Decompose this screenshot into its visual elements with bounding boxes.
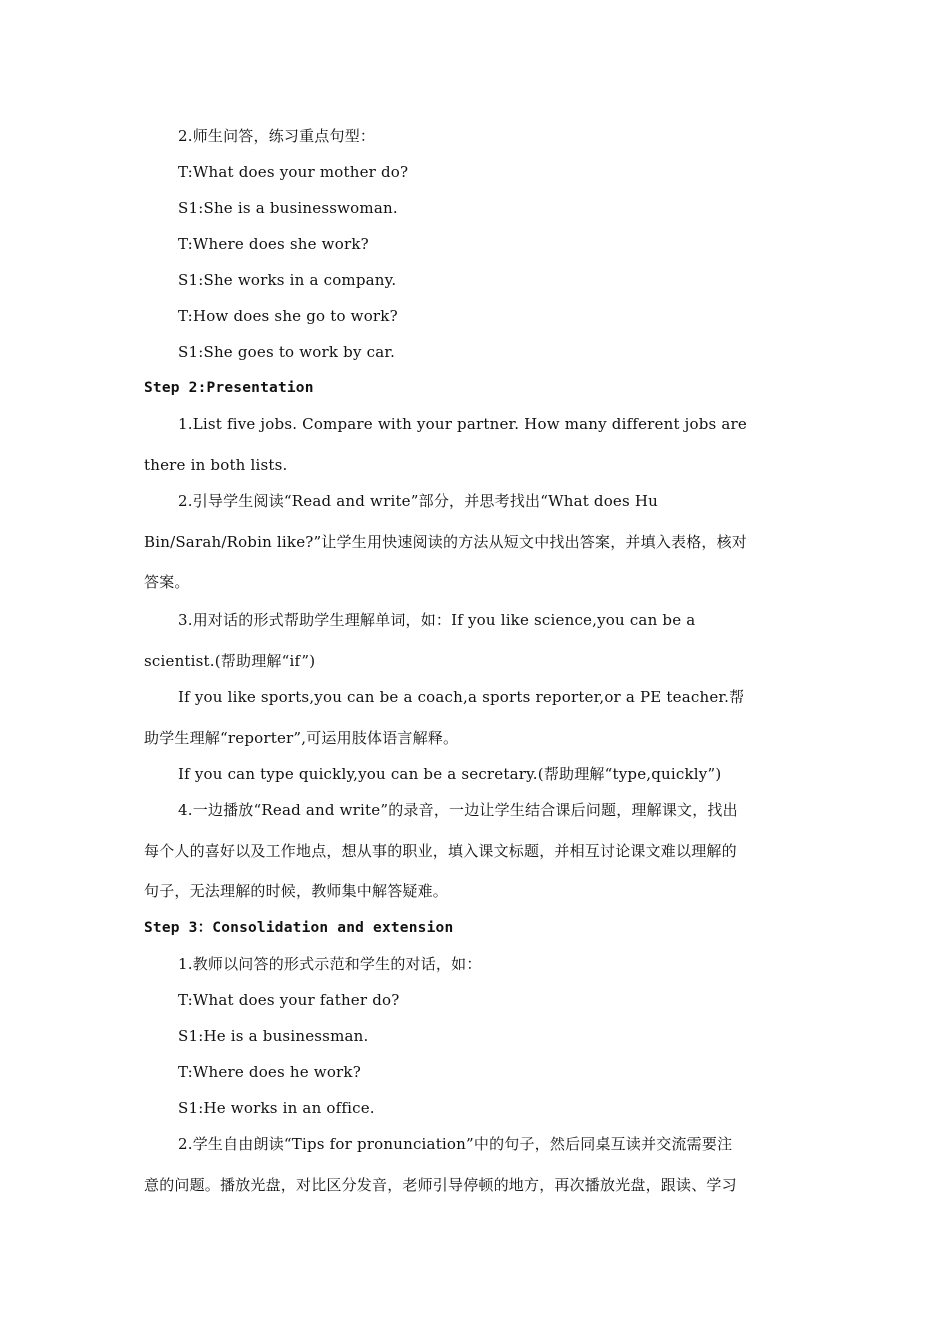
text-line: S1:She goes to work by car. — [178, 343, 396, 361]
text-line: 每个人的喜好以及工作地点，想从事的职业，填入课文标题，并相互讨论课文难以理解的 — [144, 842, 737, 860]
text-line: 1.教师以问答的形式示范和学生的对话，如： — [178, 955, 482, 973]
text-line: there in both lists. — [144, 456, 288, 474]
text-line: 意的问题。播放光盘，对比区分发音，老师引导停顿的地方，再次播放光盘，跟读、学习 — [144, 1176, 737, 1194]
section-heading: Step 3：Consolidation and extension — [144, 920, 454, 936]
text-line: 4.一边播放“Read and write”的录音，一边让学生结合课后问题，理解课文，找出 — [178, 801, 738, 819]
text-line: S1:He is a businessman. — [178, 1027, 369, 1045]
text-line: If you can type quickly,you can be a secretary.(帮助理解“type,quickly”) — [178, 765, 722, 783]
section-heading: Step 2:Presentation — [144, 380, 314, 396]
text-line: S1:He works in an office. — [178, 1099, 375, 1117]
text-line: 3.用对话的形式帮助学生理解单词，如：If you like science,you can be a — [178, 611, 696, 629]
text-line: 1.List five jobs. Compare with your partner. How many different jobs are — [178, 415, 747, 433]
text-line: 助学生理解“reporter”,可运用肢体语言解释。 — [144, 729, 459, 747]
text-line: T:What does your father do? — [178, 991, 400, 1009]
text-line: Bin/Sarah/Robin like?”让学生用快速阅读的方法从短文中找出答案，并填入表格，核对 — [144, 533, 748, 551]
text-line: T:What does your mother do? — [178, 163, 409, 181]
text-line: 答案。 — [144, 573, 190, 591]
text-line: S1:She works in a company. — [178, 271, 397, 289]
text-line: T:Where does he work? — [178, 1063, 361, 1081]
text-line: T:How does she go to work? — [178, 307, 398, 325]
text-line: S1:She is a businesswoman. — [178, 199, 398, 217]
text-line: If you like sports,you can be a coach,a sports reporter,or a PE teacher.帮 — [178, 688, 745, 706]
text-line: T:Where does she work? — [178, 235, 369, 253]
text-line: 句子，无法理解的时候，教师集中解答疑难。 — [144, 882, 449, 900]
text-line: 2.学生自由朗读“Tips for pronunciation”中的句子，然后同桌互读并交流需要注 — [178, 1135, 733, 1153]
text-line: 2.引导学生阅读“Read and write”部分，并思考找出“What does Hu — [178, 492, 659, 510]
text-line: scientist.(帮助理解“if”) — [144, 652, 316, 670]
text-line: 2.师生问答，练习重点句型： — [178, 127, 376, 145]
